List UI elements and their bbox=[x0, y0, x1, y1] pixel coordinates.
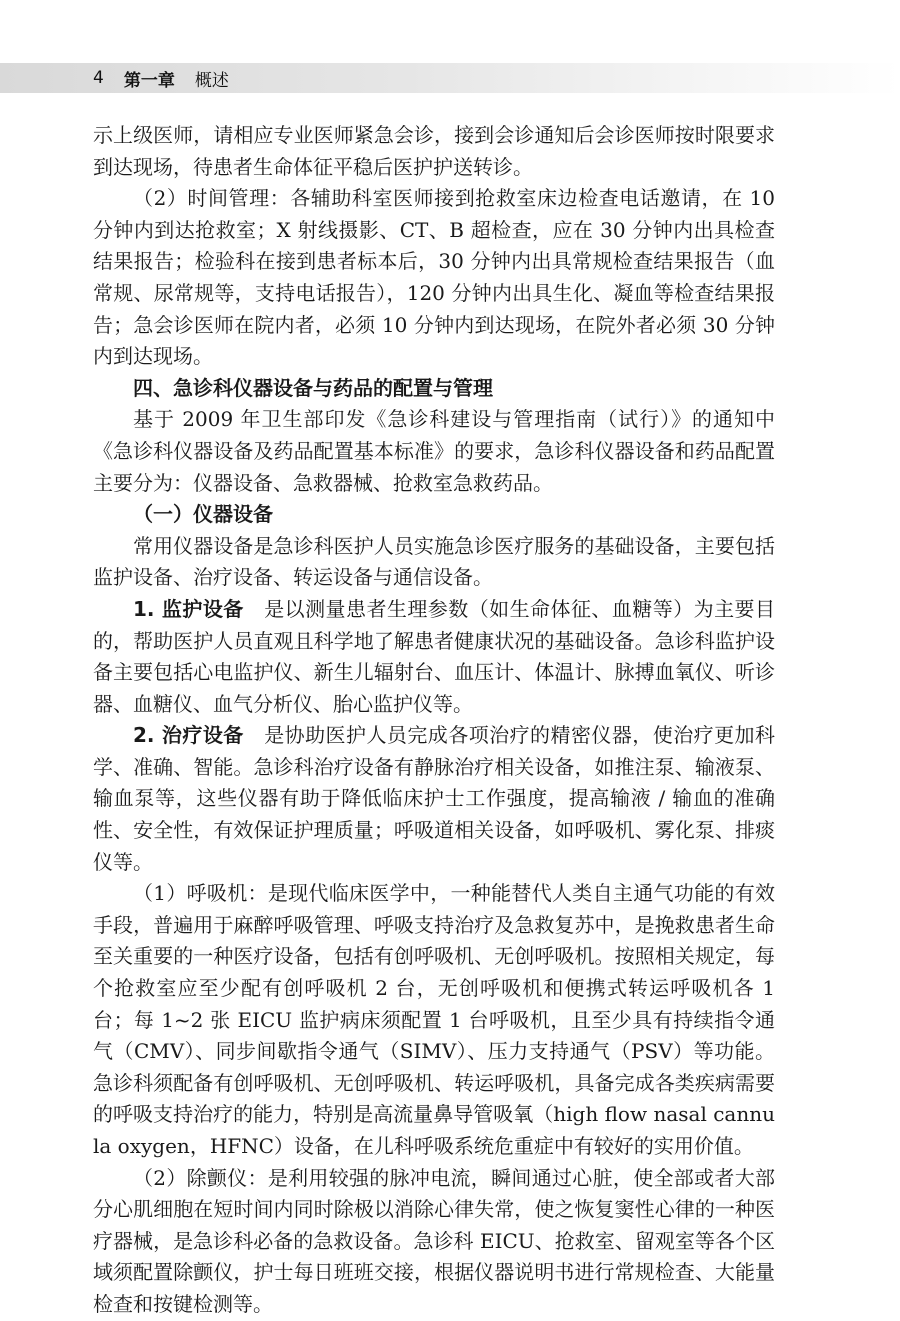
text-treatment: 是协助医护人员完成各项治疗的精密仪器，使治疗更加科学、准确、智能。急诊科治疗设备有静脉治疗相关设备，如推注泵、输液泵、输血泵等，这些仪器有助于降低临床护士工作强度，提高输液 / 输血的准确性、安全性，有效保证护理质量；呼吸道相关设备，如呼吸机、雾化泵、排痰仪等。 bbox=[93, 723, 775, 874]
paragraph-equipment-overview: 常用仪器设备是急诊科医护人员实施急诊医疗服务的基础设备，主要包括监护设备、治疗设备、转运设备与通信设备。 bbox=[93, 533, 775, 590]
subsection-heading: （一）仪器设备 bbox=[133, 502, 273, 527]
lead-monitoring: 1. 监护设备 bbox=[133, 596, 244, 621]
section-heading: 四、急诊科仪器设备与药品的配置与管理 bbox=[133, 375, 493, 400]
page-number: 4 bbox=[93, 68, 104, 88]
paragraph-treatment-equipment bbox=[93, 720, 775, 878]
chapter-label: 第一章 bbox=[123, 70, 175, 91]
paragraph-ventilator: （1）呼吸机：是现代临床医学中，一种能替代人类自主通气功能的有效手段，普遍用于麻醉呼吸管理、呼吸支持治疗及急救复苏中，是挽救患者生命至关重要的一种医疗设备，包括有创呼吸机、无创呼吸机。按照相关规定，每个抢救室应至少配有创呼吸机 2 台，无创呼吸机和便携式转运呼吸机各 1 台；每 1~2 张 EICU 监护病床须配置 1 台呼吸机，且至少具有持续指令通气（CMV）、同步间歇指令通气（SIMV）、压力支持通气（PSV）等功能。急诊科须配备有创呼吸机、无创呼吸机、转运呼吸机，具备完成各类疾病需要的呼吸支持治疗的能力，特别是高流量鼻导管吸氧（high flow nasal cannula oxygen，HFNC）设备，在儿科呼吸系统危重症中有较好的实用价值。 bbox=[93, 881, 775, 1158]
text-monitoring: 是以测量患者生理参数（如生命体征、血糖等）为主要目的，帮助医护人员直观且科学地了解患者健康状况的基础设备。急诊科监护设备主要包括心电监护仪、新生儿辐射台、血压计、体温计、脉搏血氧仪、听诊器、血糖仪、血气分析仪、胎心监护仪等。 bbox=[93, 596, 775, 716]
paragraph-continued: 示上级医师，请相应专业医师紧急会诊，接到会诊通知后会诊医师按时限要求到达现场，待患者生命体征平稳后医护护送转诊。 bbox=[93, 123, 775, 179]
lead-treatment: 2. 治疗设备 bbox=[133, 723, 244, 748]
paragraph-intro: 基于 2009 年卫生部印发《急诊科建设与管理指南（试行）》的通知中《急诊科仪器设备及药品配置基本标准》的要求，急诊科仪器设备和药品配置主要分为：仪器设备、急救器械、抢救室急救药品。 bbox=[93, 407, 775, 495]
running-header bbox=[93, 66, 229, 90]
page-body bbox=[93, 120, 775, 1321]
paragraph-time-management: （2）时间管理：各辅助科室医师接到抢救室床边检查电话邀请，在 10 分钟内到达抢救室；X 射线摄影、CT、B 超检查，应在 30 分钟内出具检查结果报告；检验科在接到患者标本后，30 分钟内出具常规检查结果报告（血常规、尿常规等，支持电话报告），120 分钟内出具生化、凝血等检查结果报告；急会诊医师在院内者，必须 10 分钟内到达现场，在院外者必须 30 分钟内到达现场。 bbox=[93, 186, 775, 369]
chapter-title: 概述 bbox=[194, 70, 229, 91]
paragraph-monitoring-equipment bbox=[93, 594, 775, 720]
paragraph-defibrillator: （2）除颤仪：是利用较强的脉冲电流，瞬间通过心脏，使全部或者大部分心肌细胞在短时间内同时除极以消除心律失常，使之恢复窦性心律的一种医疗器械，是急诊科必备的急救设备。急诊科 EICU、抢救室、留观室等各个区域须配置除颤仪，护士每日班班交接，根据仪器说明书进行常规检查、大能量检查和按键检测等。 bbox=[93, 1165, 775, 1316]
